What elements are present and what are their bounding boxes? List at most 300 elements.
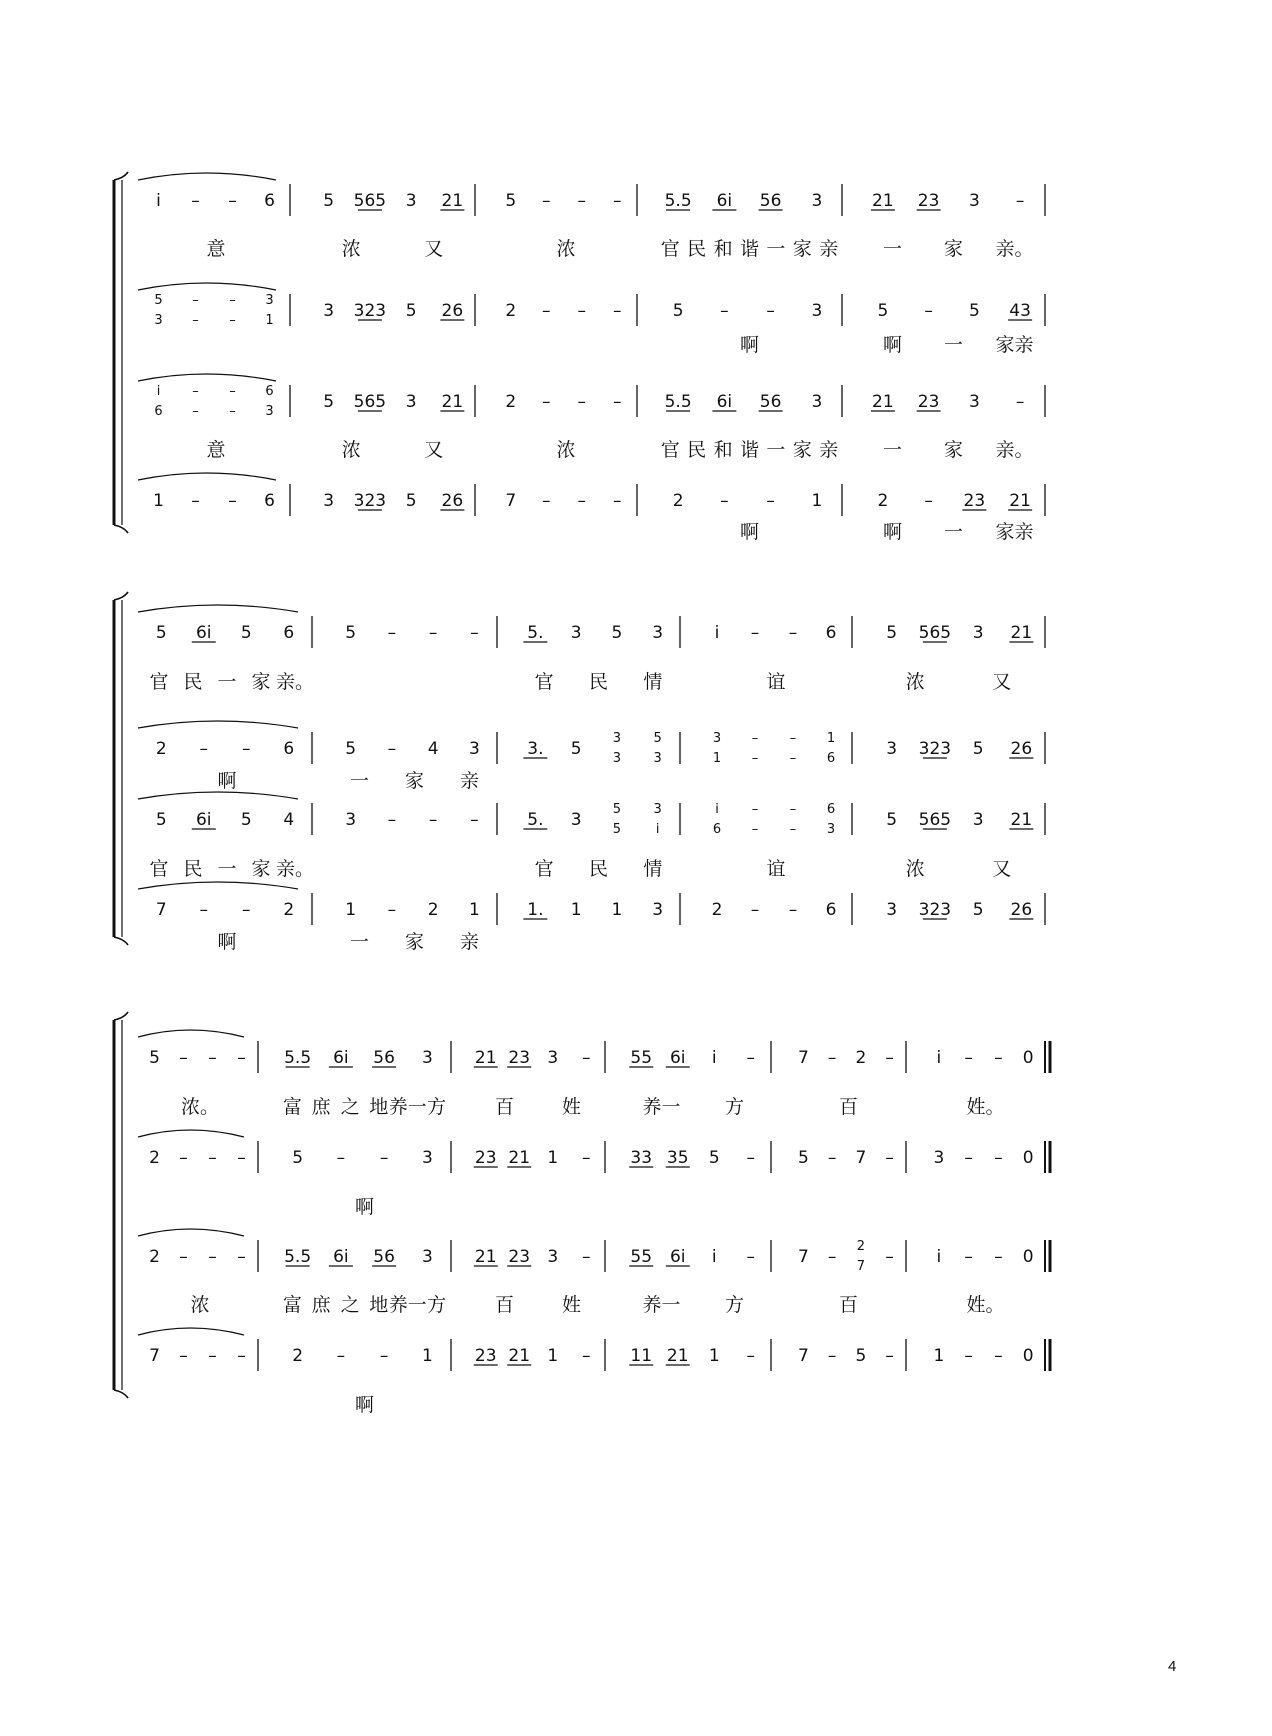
lyric: 亲 [819, 238, 839, 260]
note: 23 [917, 392, 940, 412]
note: 7 [149, 1346, 160, 1366]
lyric: 一 [882, 238, 903, 260]
lyric: 官 [660, 439, 680, 461]
note: – [994, 1346, 1003, 1366]
lyric: 民 [183, 858, 203, 880]
lyric: 亲。 [995, 439, 1034, 461]
note: – [827, 1048, 837, 1068]
note-upper: 6 [265, 384, 274, 399]
note: 3 [972, 623, 984, 643]
lyric: 谊 [766, 671, 786, 693]
note: 21 [666, 1346, 689, 1366]
note: – [750, 623, 760, 643]
note: – [613, 491, 622, 511]
lyric: 官 [534, 671, 554, 693]
note: 6i [195, 810, 212, 830]
lyric: 情 [643, 671, 663, 693]
note: 5. [527, 623, 544, 643]
note: 21 [508, 1346, 531, 1366]
note: 7 [855, 1148, 867, 1168]
lyric: 亲 [819, 439, 839, 461]
note-upper: 3 [612, 731, 622, 746]
note: 3 [570, 623, 582, 643]
note-upper: – [751, 731, 759, 746]
note: – [827, 1346, 837, 1366]
note: 3 [933, 1148, 945, 1168]
note: 5 [972, 739, 984, 759]
note: 5 [505, 191, 517, 211]
lyric: 百 [494, 1096, 515, 1118]
slur [138, 721, 298, 728]
note: 43 [1009, 301, 1031, 321]
note: 3 [405, 392, 417, 412]
note: 323 [353, 301, 387, 321]
lyric: 啊 [739, 521, 760, 543]
note-lower: 1 [265, 313, 274, 328]
slur [138, 1328, 244, 1335]
slur [138, 374, 276, 381]
note: 5 [886, 810, 898, 830]
lyric: 意 [206, 439, 226, 461]
note: – [885, 1247, 894, 1267]
note: – [582, 1148, 591, 1168]
note: 2 [427, 900, 439, 920]
note: – [924, 491, 933, 511]
note: 2 [292, 1346, 304, 1366]
note: – [179, 1148, 188, 1168]
note: 1 [468, 900, 480, 920]
note: 2 [149, 1148, 160, 1168]
note: – [208, 1346, 217, 1366]
lyric: 一 [217, 858, 237, 880]
note: 7 [797, 1346, 809, 1366]
note: 3 [968, 392, 980, 412]
lyric: 家 [943, 238, 964, 260]
note: 11 [630, 1346, 653, 1366]
note: 6 [264, 191, 275, 211]
lyric: 姓。 [966, 1096, 1005, 1118]
note: 21 [872, 191, 894, 211]
note: 5.5 [664, 191, 692, 211]
note: 23 [474, 1148, 497, 1168]
note: 0 [1022, 1148, 1034, 1168]
lyric: 官 [149, 671, 169, 693]
note: 3 [811, 301, 823, 321]
note-upper: 6 [826, 802, 836, 817]
note: 3 [468, 739, 480, 759]
note: – [924, 301, 933, 321]
lyric: 和 [713, 439, 733, 461]
note: i [714, 623, 720, 643]
note: 21 [872, 392, 894, 412]
lyric: 啊 [882, 334, 903, 356]
note: 2 [877, 491, 889, 511]
note: – [788, 900, 798, 920]
lyric: 一 [217, 671, 237, 693]
note-lower: 6 [712, 822, 722, 837]
lyric: 和 [713, 238, 733, 260]
lyric: 方 [724, 1096, 745, 1118]
note: 5 [855, 1346, 867, 1366]
note: 26 [1010, 739, 1033, 759]
note: 21 [1010, 623, 1033, 643]
note: 3 [405, 191, 417, 211]
note: – [885, 1148, 894, 1168]
note: – [242, 900, 251, 920]
note: – [542, 491, 551, 511]
note: 6i [195, 623, 212, 643]
slur [138, 792, 298, 799]
note: 1 [933, 1346, 945, 1366]
note: 26 [441, 301, 464, 321]
note-upper: – [789, 802, 797, 817]
note: 3 [345, 810, 357, 830]
lyric: 又 [424, 439, 444, 461]
note: 21 [1010, 810, 1033, 830]
note: 1 [708, 1346, 720, 1366]
lyric: 家 [404, 770, 425, 792]
lyric: 之 [340, 1096, 360, 1118]
note: 1 [345, 900, 357, 920]
note: 6i [716, 191, 733, 211]
note-lower: 1 [712, 751, 722, 766]
note-upper: – [192, 293, 199, 308]
note: 2 [155, 739, 167, 759]
note: – [199, 900, 208, 920]
note: 6 [825, 623, 837, 643]
note: 1. [527, 900, 544, 920]
lyric: 亲。 [275, 858, 315, 880]
lyric: 浓 [905, 671, 925, 693]
note: – [577, 392, 586, 412]
note-upper: – [229, 293, 236, 308]
note: 5 [323, 392, 335, 412]
note: 0 [1022, 1048, 1034, 1068]
note: – [788, 623, 798, 643]
lyric: 庶 [311, 1294, 331, 1316]
note: – [613, 191, 622, 211]
lyric: 庶 [311, 1096, 331, 1118]
note: 23 [508, 1048, 531, 1068]
lyric: 一 [766, 238, 786, 260]
note: 6 [283, 623, 295, 643]
lyric: 家 [251, 671, 271, 693]
note: – [964, 1247, 973, 1267]
note: – [387, 810, 397, 830]
note: 565 [353, 191, 387, 211]
note: 6 [264, 491, 275, 511]
note: 26 [441, 491, 464, 511]
note: 0 [1022, 1247, 1034, 1267]
note: 3 [323, 491, 335, 511]
note: 56 [759, 191, 782, 211]
note: – [720, 491, 729, 511]
lyric: 地 [369, 1096, 389, 1118]
note-upper: 2 [856, 1239, 866, 1254]
note: 5 [405, 301, 417, 321]
note: 565 [918, 810, 952, 830]
note: 3 [886, 739, 898, 759]
note-upper: – [229, 384, 236, 399]
note: – [336, 1148, 346, 1168]
lyric: 官 [660, 238, 680, 260]
lyric: 啊 [217, 931, 237, 953]
note: – [964, 1048, 973, 1068]
note: – [191, 191, 200, 211]
note: – [208, 1247, 217, 1267]
lyric: 百 [838, 1294, 859, 1316]
note: – [428, 810, 438, 830]
note: 21 [474, 1048, 497, 1068]
note: 5 [968, 301, 980, 321]
note: 2 [855, 1048, 867, 1068]
lyric: 又 [424, 238, 444, 260]
note: 21 [474, 1247, 497, 1267]
note: – [613, 301, 622, 321]
lyric: 姓。 [966, 1294, 1005, 1316]
note: 6 [283, 739, 295, 759]
lyric: 之 [340, 1294, 360, 1316]
note: – [179, 1048, 188, 1068]
lyric: 家 [792, 439, 812, 461]
lyric: 啊 [217, 770, 237, 792]
note: – [766, 491, 775, 511]
lyric: 方 [427, 1294, 447, 1316]
lyric: 一 [882, 439, 903, 461]
note: 3 [421, 1048, 433, 1068]
lyric: 民 [687, 238, 707, 260]
note-upper: 1 [826, 731, 836, 746]
note: 3 [968, 191, 980, 211]
lyric: 姓 [561, 1294, 582, 1316]
lyric: 啊 [739, 334, 760, 356]
note: – [577, 301, 586, 321]
note: 23 [963, 491, 986, 511]
note-lower: – [229, 404, 236, 419]
lyric: 方 [427, 1096, 447, 1118]
note-upper: – [192, 384, 199, 399]
note: – [237, 1247, 246, 1267]
note-upper: i [715, 802, 719, 817]
note: – [179, 1346, 188, 1366]
note: 6i [669, 1247, 686, 1267]
note: – [720, 301, 729, 321]
note: 55 [630, 1048, 653, 1068]
note: 3 [570, 810, 582, 830]
note: – [228, 491, 237, 511]
slur [138, 1130, 244, 1137]
note-lower: – [229, 313, 236, 328]
note: 7 [797, 1048, 809, 1068]
note: – [582, 1048, 591, 1068]
note: 56 [373, 1247, 395, 1267]
slur [138, 473, 276, 480]
note: 5 [155, 810, 167, 830]
lyric: 啊 [354, 1394, 375, 1416]
slur [138, 173, 276, 180]
note: 1 [421, 1346, 433, 1366]
note: i [936, 1048, 942, 1068]
note: 2 [505, 301, 517, 321]
note: – [577, 191, 586, 211]
note: 3 [652, 623, 664, 643]
note: 3 [547, 1048, 559, 1068]
note-lower: – [751, 751, 759, 766]
lyric: 浓 [341, 439, 361, 461]
lyric: 姓 [561, 1096, 582, 1118]
note: – [577, 491, 586, 511]
note: 26 [1010, 900, 1033, 920]
note-lower: 6 [154, 404, 163, 419]
lyric: 一 [349, 770, 370, 792]
note: – [1015, 392, 1025, 412]
lyric: 民 [687, 439, 707, 461]
note-lower: 3 [826, 822, 836, 837]
lyric: 养一 [388, 1096, 427, 1118]
note: – [179, 1247, 188, 1267]
note: – [542, 301, 551, 321]
note-lower: – [751, 822, 759, 837]
note: 5 [797, 1148, 809, 1168]
note: 2 [711, 900, 723, 920]
slur [138, 882, 298, 889]
lyric: 浓。 [180, 1096, 220, 1118]
note: 0 [1022, 1346, 1034, 1366]
note-upper: 5 [653, 731, 662, 746]
note: – [208, 1048, 217, 1068]
note: i [936, 1247, 942, 1267]
note: 5 [611, 623, 623, 643]
lyric: 富 [282, 1294, 302, 1316]
note: 3 [972, 810, 984, 830]
note: 56 [759, 392, 782, 412]
note: – [1015, 191, 1025, 211]
note: – [994, 1048, 1003, 1068]
slur [138, 1229, 244, 1236]
note: – [766, 301, 775, 321]
note: 5.5 [664, 392, 692, 412]
lyric: 浓 [556, 238, 576, 260]
note: 5.5 [284, 1048, 312, 1068]
lyric: 谐 [739, 439, 760, 461]
note: 565 [918, 623, 952, 643]
lyric: 家 [792, 238, 812, 260]
note: 4 [427, 739, 439, 759]
note: 6i [716, 392, 733, 412]
note: 5 [345, 739, 357, 759]
note-upper: i [156, 384, 161, 399]
bracket-bottom-hook [114, 1390, 128, 1398]
note: – [379, 1148, 389, 1168]
note: 5 [292, 1148, 304, 1168]
slur [138, 1030, 244, 1037]
lyric: 一 [943, 334, 964, 356]
slur [138, 283, 276, 290]
note: – [746, 1247, 755, 1267]
note: – [582, 1247, 591, 1267]
note: 1 [153, 491, 164, 511]
note: 7 [505, 491, 517, 511]
note: 3 [547, 1247, 559, 1267]
note: 5 [877, 301, 889, 321]
note: 6i [333, 1247, 349, 1267]
note: 2 [283, 900, 295, 920]
note-lower: 5 [612, 822, 622, 837]
lyric: 家亲 [995, 334, 1034, 356]
note: – [994, 1148, 1003, 1168]
bracket-bottom-hook [114, 525, 128, 533]
note: 5 [405, 491, 417, 511]
bracket-top-hook [114, 172, 128, 180]
note: 23 [508, 1247, 531, 1267]
bracket-top-hook [114, 592, 128, 600]
note: – [542, 392, 551, 412]
note: – [242, 739, 251, 759]
lyric: 又 [992, 858, 1012, 880]
note: 7 [155, 900, 167, 920]
note: 21 [441, 392, 464, 412]
note-lower: 6 [826, 751, 836, 766]
note: – [199, 739, 208, 759]
note: 5.5 [284, 1247, 312, 1267]
note: – [237, 1346, 246, 1366]
note-lower: 3 [265, 404, 274, 419]
note: 55 [630, 1247, 653, 1267]
lyric: 民 [588, 671, 609, 693]
lyric: 民 [183, 671, 203, 693]
note: 21 [1009, 491, 1031, 511]
lyric: 一 [349, 931, 370, 953]
lyric: 方 [724, 1294, 745, 1316]
lyric: 亲 [459, 931, 480, 953]
note: – [387, 739, 397, 759]
lyric: 啊 [882, 521, 903, 543]
note: 5. [527, 810, 544, 830]
note: 1 [611, 900, 623, 920]
note: – [379, 1346, 389, 1366]
note: 35 [666, 1148, 689, 1168]
note-upper: 3 [712, 731, 722, 746]
note: 1 [547, 1346, 559, 1366]
note-upper: 3 [653, 802, 662, 817]
note: – [542, 191, 551, 211]
note-lower: – [192, 313, 199, 328]
lyric: 养一 [388, 1294, 427, 1316]
lyric: 家 [251, 858, 271, 880]
lyric: 谐 [739, 238, 760, 260]
lyric: 百 [494, 1294, 515, 1316]
note: 2 [149, 1247, 160, 1267]
lyric: 情 [643, 858, 663, 880]
note-lower: – [789, 751, 797, 766]
note: 23 [917, 191, 940, 211]
note: – [237, 1148, 246, 1168]
note-upper: – [751, 802, 759, 817]
note: 3 [886, 900, 898, 920]
note: 5 [886, 623, 898, 643]
note: – [237, 1048, 246, 1068]
lyric: 一 [766, 439, 786, 461]
note: – [191, 491, 200, 511]
lyric: 家 [943, 439, 964, 461]
note-lower: 7 [856, 1259, 866, 1274]
note: – [582, 1346, 591, 1366]
lyric: 家亲 [995, 521, 1034, 543]
note: 6 [825, 900, 837, 920]
note-lower: 3 [612, 751, 622, 766]
note: – [746, 1048, 755, 1068]
lyric: 浓 [190, 1294, 210, 1316]
